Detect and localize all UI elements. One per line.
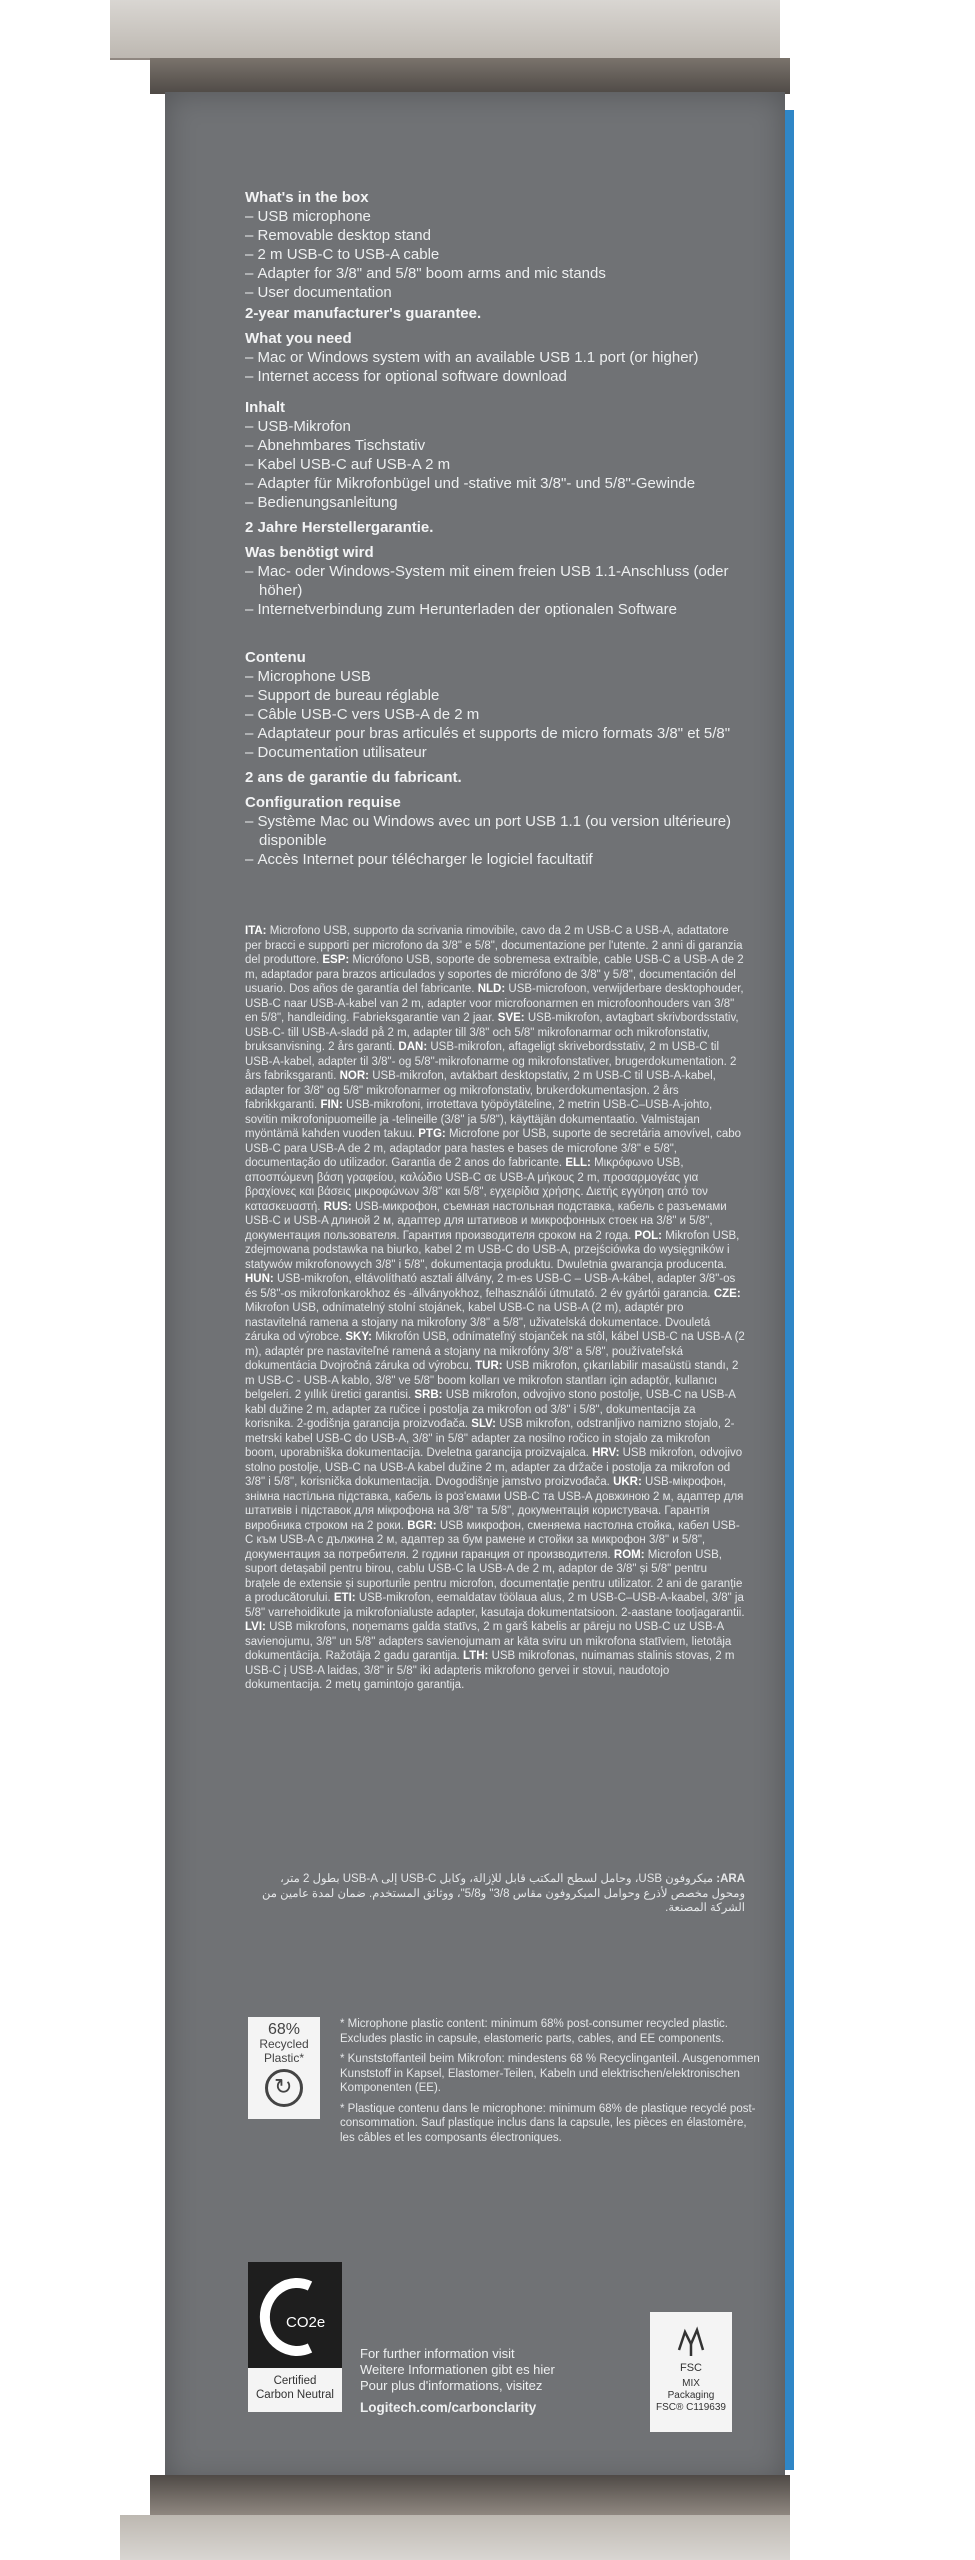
list-item: – Bedienungsanleitung	[245, 493, 745, 512]
list-item: – USB microphone	[245, 207, 745, 226]
fsc-brand: FSC	[680, 2362, 702, 2374]
requirements-list-fr	[245, 812, 745, 869]
box-contents-list-en	[245, 207, 745, 302]
lang-text: USB mikrofon, odvojivo stolno postolje, USB-C na USB-A kabel dužine 2 m, adapter za držače i postolja za mikrofon od 3/8" i 5/8", korisnička dokumentacija. Dvogodišnje jamstvo proizvođača.	[245, 1447, 743, 1488]
list-item: – Mac or Windows system with an available USB 1.1 port (or higher)	[245, 348, 745, 367]
lang-text: USB mikrofonas, nuimamas stalinis stovas, 2 m USB-C į USB-A laidas, 3/8" ir 5/8" iki adapteris mikrofono gervei ir stovui, naudotojo dokumentacija. 2 metų gamintojo garantija.	[245, 1650, 735, 1691]
fsc-mix: MIX	[682, 2378, 700, 2389]
lang-code: LTH:	[463, 1650, 489, 1662]
section-french	[245, 648, 745, 869]
list-item: – Adapter für Mikrofonbügel und -stative mit 3/8"- und 5/8"-Gewinde	[245, 474, 745, 493]
further-info-fr: Pour plus d'informations, visitez	[360, 2378, 543, 2393]
lang-code: HUN:	[245, 1273, 274, 1285]
lang-text: USB-mikrofon, aftageligt skrivebordsstativ, 2 m USB-C til USB-A-kabel, adapter til 3/8"- og 5/8"-mikrofonarme og mikrofonstativer, brugerdokumentation. 2 års fabriksgaranti.	[245, 1041, 737, 1082]
lang-code: ROM:	[613, 1548, 645, 1561]
list-item: – Support de bureau réglable	[245, 686, 745, 705]
arabic-contents-text	[245, 1872, 745, 1916]
lang-code: TUR:	[475, 1360, 503, 1372]
list-item: – USB-Mikrofon	[245, 417, 745, 436]
box-bottom-edge	[150, 2475, 790, 2515]
lang-code: SKY:	[345, 1331, 372, 1343]
list-item: – Kabel USB-C auf USB-A 2 m	[245, 455, 745, 474]
lang-text: Microfono USB, supporto da scrivania rimovibile, cavo da 2 m USB-C a USB-A, adattatore per bracci e supporti per microfono da 3/8" e 5/8", documentazione per l'utente. 2 anni di garanzia del produttore.	[245, 925, 743, 966]
certified-label: Certified	[273, 2375, 317, 2387]
lang-code: ELL:	[565, 1157, 591, 1169]
guarantee-en: 2-year manufacturer's guarantee.	[245, 305, 482, 322]
list-item: – Système Mac ou Windows avec un port USB 1.1 (ou version ultérieure) disponible	[245, 812, 745, 850]
lang-code: DAN:	[398, 1041, 428, 1053]
carbon-neutral-badge	[248, 2262, 342, 2412]
box-side-panel	[165, 92, 785, 2482]
list-item: – User documentation	[245, 283, 745, 302]
list-item: – Abnehmbares Tischstativ	[245, 436, 745, 455]
lang-text: USB-mikrofon, eltávolítható asztali állvány, 2 m-es USB-C – USB-A-kábel, adapter 3/8"-os és 5/8"-os mikrofonkarokhoz és -állványokhoz, felhasználói útmutató. 2 év gyártói garancia.	[245, 1273, 736, 1300]
list-item: – Microphone USB	[245, 667, 745, 686]
lang-code: RUS:	[323, 1200, 352, 1213]
lang-code: CZE:	[713, 1287, 741, 1300]
lang-code: SRB:	[414, 1389, 443, 1401]
list-item: – Removable desktop stand	[245, 226, 745, 245]
carbon-neutral-label	[248, 2368, 342, 2412]
lang-code: HRV:	[592, 1447, 620, 1459]
list-item: – Adapter for 3/8" and 5/8" boom arms and mic stands	[245, 264, 745, 283]
box-top-flap	[110, 0, 780, 60]
recycled-label: Recycled	[259, 2037, 309, 2051]
lang-code: SVE:	[497, 1012, 525, 1024]
list-item: – Câble USB-C vers USB-A de 2 m	[245, 705, 745, 724]
plastic-notes	[340, 2017, 760, 2151]
plastic-note-fr: * Plastique contenu dans le microphone: minimum 68% de plastique recyclé post-consommation. Sauf plastique inclus dans la capsule, les pièces en élastomère, les câbles et les composants électroniques.	[340, 2102, 756, 2144]
lang-code: SLV:	[471, 1418, 497, 1430]
requirements-list-en	[245, 348, 745, 386]
box-contents-heading-fr: Contenu	[245, 649, 306, 666]
lang-code: BGR:	[407, 1519, 437, 1532]
requirements-heading-de: Was benötigt wird	[245, 544, 374, 561]
lang-text: Mikrofón USB, odnímateľný stojanček na stôl, kábel USB-C na USB-A (2 m), adaptér pre nastaviteľné ramená a stojany na mikrofóny 3/8" a 5/8", používateľská dokumentácia Dvojročná záruka od výrobcu.	[245, 1331, 745, 1372]
lang-code: PTG:	[418, 1128, 446, 1140]
lang-text: USB-микрофон, съемная настольная подставка, кабель с разъемами USB-C и USB-A длиной 2 м, адаптер для штативов и микрофонных стоек на 3/8" и 5/8", документация пользователя. Гарантия производителя сроком на 2 года.	[245, 1200, 727, 1242]
box-top-edge	[150, 58, 790, 94]
box-contents-heading-en: What's in the box	[245, 189, 369, 206]
further-info-en: For further information visit	[360, 2346, 515, 2361]
list-item: – Adaptateur pour bras articulés et supports de micro formats 3/8" et 5/8"	[245, 724, 745, 743]
fsc-code: FSC® C119639	[656, 2402, 726, 2413]
lang-text: USB-mikrofon, avtagbart skrivbordsstativ, USB-C- till USB-A-sladd på 2 m, adapter till 3/8" och 5/8" mikrofonarmar och mikrofonstativ, bruksanvisning. 2 års garanti.	[245, 1012, 739, 1053]
lang-code-ara: ARA:	[716, 1873, 745, 1885]
lang-code: POL:	[634, 1229, 663, 1242]
list-item: – 2 m USB-C to USB-A cable	[245, 245, 745, 264]
lang-code: ETI:	[333, 1592, 356, 1604]
lang-text: Micrófono USB, soporte de sobremesa extraíble, cable USB-C a USB-A de 2 m, adaptador para brazos articulados y soportes de micrófono de 3/8" y 5/8", documentación del usuario. Dos años de garantía del fabricante.	[245, 954, 744, 995]
requirements-heading-fr: Configuration requise	[245, 794, 401, 811]
further-info-de: Weitere Informationen gibt es hier	[360, 2362, 555, 2377]
lang-code: LVI:	[245, 1621, 266, 1633]
co2-symbol: CO2e	[286, 2314, 326, 2331]
arabic-text: ميكروفون USB، وحامل لسطح المكتب قابل للإزالة، وكابل USB-C إلى USB-A بطول 2 متر، ومحول مخصص لأذرع وحوامل الميكروفون مقاس 3/8" و5/8"، ووثائق المستخدم. ضمان لمدة عامين من الشركة المصنعة.	[262, 1873, 745, 1914]
recycled-pct: 68%	[267, 2021, 301, 2038]
lang-text: USB-mikrofon, eemaldatav töölaua alus, 2 m USB-C–USB-A-kaabel, 3/8" ja 5/8" varrehoidikute ja mikrofonialuste adapter, kasutaja dokumentatsioon. 2-aastane tootjagarantii.	[245, 1592, 745, 1619]
plastic-note-en: * Microphone plastic content: minimum 68% post-consumer recycled plastic. Excludes plastic in capsule, elastomeric parts, cables, and EE components.	[340, 2018, 728, 2045]
lang-text: Mikrofon USB, zdejmowana podstawka na biurko, kabel 2 m USB-C do USB-A, przejściówka do wysięgników i statywów mikrofonowych 3/8" i 5/8", dokumentacja produktu. Dwuletnia gwarancja producenta.	[245, 1229, 740, 1271]
box-contents-list-de	[245, 417, 745, 512]
fsc-packaging: Packaging	[667, 2390, 715, 2401]
list-item: – Internetverbindung zum Herunterladen der optionalen Software	[245, 600, 745, 619]
fsc-tree-icon	[671, 2320, 711, 2360]
fsc-badge	[650, 2312, 732, 2432]
lang-code: FIN:	[320, 1099, 343, 1111]
box-bottom-flap	[120, 2515, 790, 2560]
carbon-clarity-link[interactable]: Logitech.com/carbonclarity	[360, 2400, 537, 2415]
lang-code: ITA:	[245, 925, 267, 937]
section-english	[245, 188, 745, 386]
lang-text: USB-mikrofon, avtakbart desktopstativ, 2 m USB-C til USB-A-kabel, adapter for 3/8" og 5/8" mikrofonarmer og mikrofonstativ, brukerdokumentasjon. 2 års fabrikkgaranti.	[245, 1070, 716, 1111]
lang-text: Microfone por USB, suporte de secretária amovível, cabo USB-C para USB-A de 2 m, adaptador para hastes e bases de microfone 3/8" e 5/8", documentação do utilizador. Garantia de 2 anos do fabricante.	[245, 1128, 742, 1169]
guarantee-fr: 2 ans de garantie du fabricant.	[245, 769, 462, 786]
lang-text: Μικρόφωνο USB, αποσπώμενη βάση γραφείου, καλώδιο USB-C σε USB-A μήκους 2 m, προσαρμογέας για βραχίονες και βάσεις μικροφώνων 3/8" και 5/8", εγχειρίδια χρήσης. Διετής εγγύηση από τον κατασκευαστή.	[245, 1157, 708, 1213]
recycle-icon	[265, 2069, 303, 2107]
lang-code: NOR:	[339, 1070, 369, 1082]
lang-text: USB-microfoon, verwijderbare desktophouder, USB-C naar USB-A-kabel van 2 m, adapter voor microfoonarmen en microfoonhouders van 3/8" en 5/8", handleiding. Fabrieksgarantie van 2 jaar.	[245, 983, 744, 1024]
list-item: – Accès Internet pour télécharger le logiciel facultatif	[245, 850, 745, 869]
lang-code: ESP:	[322, 954, 350, 966]
requirements-heading-en: What you need	[245, 330, 352, 347]
lang-text: Mikrofon USB, odnímatelný stolní stojánek, kabel USB-C na USB-A (2 m), adaptér pro nastavitelná ramena a stojany na mikrofony 3/8" a 5/8", uživatelská dokumentace. Dvouletá záruka od výrobce.	[245, 1302, 711, 1343]
lang-text: USB mikrofon, çıkarılabilir masaüstü standı, 2 m USB-C - USB-A kablo, 3/8" ve 5/8" boom kolları ve mikrofon stantları için adaptör, kullanıcı belgeleri. 2 yıllık üretici garantisi.	[245, 1360, 739, 1401]
further-info	[360, 2346, 660, 2416]
box-contents-list-fr	[245, 667, 745, 762]
carbon-neutral-text: Carbon Neutral	[256, 2389, 334, 2401]
plastic-note-de: * Kunststoffanteil beim Mikrofon: mindestens 68 % Recyclinganteil. Ausgenommen Kunststoff in Kapsel, Elastomer-Teilen, Kabeln und elektrischen/elektronischen Komponenten (EE).	[340, 2053, 760, 2094]
requirements-list-de	[245, 562, 745, 619]
guarantee-de: 2 Jahre Herstellergarantie.	[245, 519, 434, 536]
lang-text: USB mikrofon, odstranljivo namizno stojalo, 2-metrski kabel USB-C do USB-A, 3/8" in 5/8" adapter za nosilno ročico in stojalo za mikrofon boom, uporabniška dokumentacija. Dveletna garancija proizvajalca.	[245, 1418, 735, 1459]
list-item: – Documentation utilisateur	[245, 743, 745, 762]
recycled-plastic-badge	[248, 2017, 320, 2119]
lang-text: USB mikrofons, noņemams galda statīvs, 2 m garš kabelis ar pāreju no USB-C uz USB-A savienojumu, 3/8" un 5/8" adapters savienojumam ar kāta sviru un mikrofona statīviem, lietotāja dokumentācija. Ražotāja 2 gadu garantija.	[245, 1621, 732, 1662]
lang-text: USB-mikrofoni, irrotettava työpöytäteline, 2 metrin USB-C–USB-A-johto, sovitin mikrofonipuomeille ja -telineille (3/8" ja 5/8"), käyttäjän dokumentaatio. Valmistajan myöntämä kahden vuoden takuu.	[245, 1099, 713, 1140]
lang-text: USB микрофон, сменяема настолна стойка, кабел USB-C към USB-A с дължина 2 м, адаптер за бум рамене и стойки за микрофон 3/8" и 5/8", документация за потребителя. 2 години гаранция от производителя.	[245, 1519, 740, 1561]
box-contents-heading-de: Inhalt	[245, 399, 285, 416]
multilingual-contents-text	[245, 924, 745, 1693]
list-item: – Internet access for optional software download	[245, 367, 745, 386]
lang-text: USB mikrofon, odvojivo stono postolje, USB-C na USB-A kabl dužine 2 m, adapter za ručice i postolja za mikrofon od 3/8" i 5/8", dokumentacija za korisnika. 2-godišnja garancija proizvođača.	[245, 1389, 736, 1430]
lang-code: UKR:	[613, 1476, 642, 1488]
section-german	[245, 398, 745, 619]
co2-c-icon	[258, 2272, 332, 2362]
lang-text: Microfon USB, suport detașabil pentru birou, cablu USB-C la USB-A de 2 m, adaptor de 3/8" și 5/8" pentru brațele de extensie și suporturile pentru microfon, documentație pentru utilizator. 2 ani de garanție a producătorului.	[245, 1548, 743, 1604]
plastic-label: Plastic*	[263, 2051, 304, 2065]
list-item: – Mac- oder Windows-System mit einem freien USB 1.1-Anschluss (oder höher)	[245, 562, 745, 600]
lang-code: NLD:	[477, 983, 506, 995]
lang-text: USB-мікрофон, знімна настільна підставка, кабель із роз'ємами USB-C та USB-A довжиною 2 м, адаптер для штативів і підставок для мікрофона на 3/8" та 5/8", документація користувача. Гарантія виробника строком на 2 роки.	[245, 1476, 744, 1532]
